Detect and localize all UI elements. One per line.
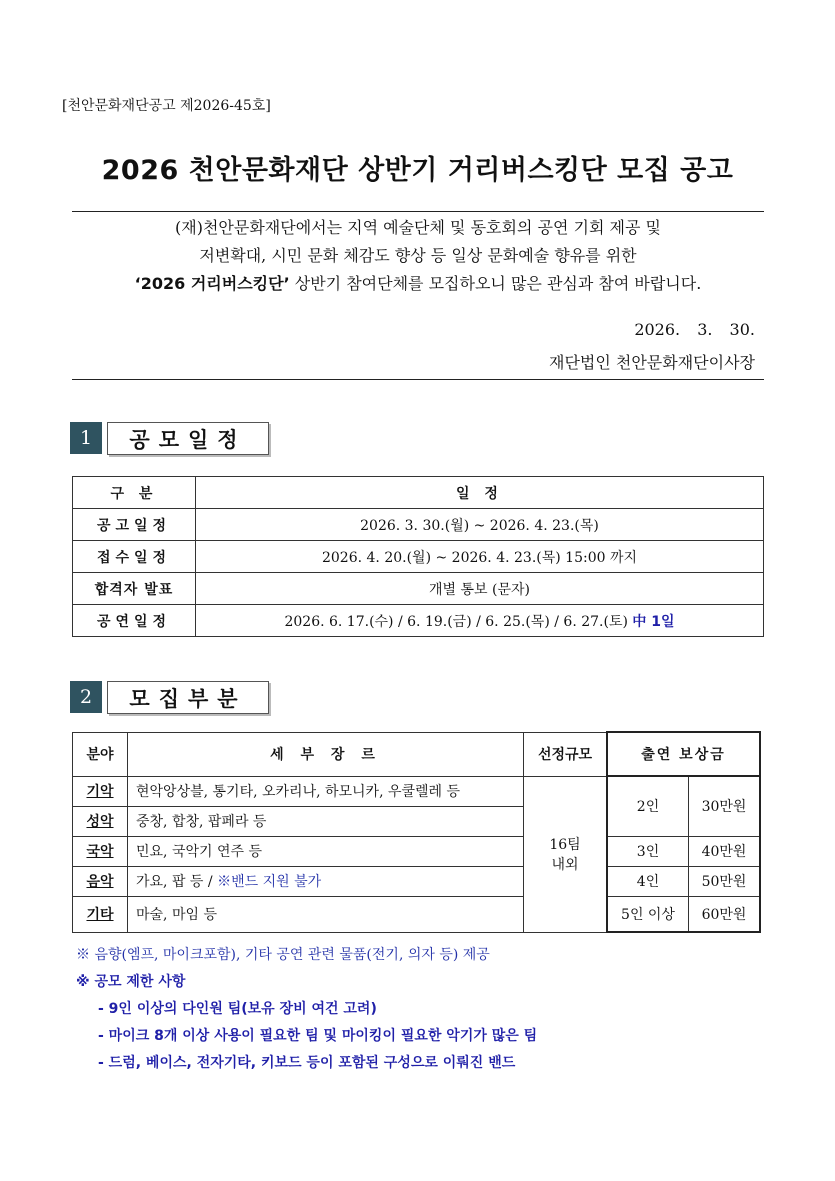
page-title: 2026 천안문화재단 상반기 거리버스킹단 모집 공고 [101, 155, 734, 186]
notice-number: [천안문화재단공고 제2026-45호] [62, 98, 271, 114]
recruitment-header-row [73, 732, 761, 776]
reward-people: 3인 [607, 836, 689, 866]
table-row [73, 509, 764, 541]
performance-dates: 2026. 6. 17.(수) / 6. 19.(금) / 6. 25.(목) / 6. 27.(토) [284, 613, 633, 630]
schedule-header-row [73, 477, 764, 509]
restriction-item: - 마이크 8개 이상 사용이 필요한 팀 및 마이킹이 필요한 악기가 많은 팀 [98, 1028, 538, 1044]
detail-cell: 현악앙상블, 통기타, 오카리나, 하모니카, 우쿨렐레 등 [128, 776, 524, 806]
row-value: 2026. 3. 30.(월) ~ 2026. 4. 23.(목) [196, 509, 764, 541]
reward-people: 5인 이상 [607, 896, 689, 932]
section-1-title: 공모일정 [107, 422, 269, 455]
intro-line-2: 저변확대, 시민 문화 체감도 향상 등 일상 문화예술 향유를 위한 [199, 246, 637, 265]
header-detail: 세 부 장 르 [128, 732, 524, 776]
section-1-number: 1 [70, 422, 102, 454]
program-name: ‘2026 거리버스킹단’ [134, 274, 290, 293]
restrictions-title: ※ 공모 제한 사항 [76, 974, 186, 990]
notice-date: 2026. 3. 30. [634, 320, 755, 339]
intro-line-3 [72, 270, 764, 298]
reward-people: 4인 [607, 866, 689, 896]
detail-cell: 마술, 마임 등 [128, 896, 524, 932]
scale-count: 16팀 [549, 837, 581, 853]
intro-line-3-rest: 상반기 참여단체를 모집하오니 많은 관심과 참여 바랍니다. [289, 274, 702, 293]
row-value [196, 605, 764, 637]
row-label: 공고일정 [73, 509, 196, 541]
restriction-item: - 드럼, 베이스, 전자기타, 키보드 등이 포함된 구성으로 이뤄진 밴드 [98, 1055, 516, 1071]
table-row [73, 866, 761, 896]
row-label: 합격자 발표 [73, 573, 196, 605]
detail-text: 가요, 팝 등 / [136, 874, 218, 890]
top-divider [72, 211, 764, 212]
row-value: 2026. 4. 20.(월) ~ 2026. 4. 23.(목) 15:00 까지 [196, 541, 764, 573]
intro-paragraph [72, 214, 764, 298]
row-value: 개별 통보 (문자) [196, 573, 764, 605]
reward-amount: 50만원 [689, 866, 761, 896]
recruitment-table [72, 731, 761, 933]
intro-line-1: (재)천안문화재단에서는 지역 예술단체 및 동호회의 공연 기회 제공 및 [175, 218, 661, 237]
table-row [73, 541, 764, 573]
detail-cell [128, 866, 524, 896]
equipment-note: ※ 음향(엠프, 마이크포함), 기타 공연 관련 물품(전기, 의자 등) 제공 [76, 947, 490, 963]
field-cell: 국악 [73, 836, 128, 866]
field-cell: 음악 [73, 866, 128, 896]
scale-cell [524, 776, 608, 932]
section-2-title: 모집부분 [107, 681, 269, 714]
field-cell: 기악 [73, 776, 128, 806]
section-2-number: 2 [70, 681, 102, 713]
restriction-item: - 9인 이상의 다인원 팀(보유 장비 여건 고려) [98, 1001, 377, 1017]
header-scale: 선정규모 [524, 732, 608, 776]
band-note: ※밴드 지원 불가 [217, 874, 322, 890]
table-row [73, 836, 761, 866]
table-row [73, 896, 761, 932]
scale-note: 내외 [551, 857, 579, 873]
schedule-header-schedule: 일 정 [196, 477, 764, 509]
row-label: 접수일정 [73, 541, 196, 573]
row-label: 공연일정 [73, 605, 196, 637]
reward-people: 2인 [607, 776, 689, 836]
detail-cell: 중창, 합창, 팝페라 등 [128, 806, 524, 836]
reward-amount: 40만원 [689, 836, 761, 866]
schedule-header-category: 구 분 [73, 477, 196, 509]
field-cell: 기타 [73, 896, 128, 932]
schedule-table [72, 476, 764, 637]
header-reward: 출연 보상금 [607, 732, 760, 776]
detail-cell: 민요, 국악기 연주 등 [128, 836, 524, 866]
performance-choice: 中 1일 [632, 613, 675, 630]
header-field: 분야 [73, 732, 128, 776]
table-row [73, 573, 764, 605]
reward-amount: 30만원 [689, 776, 761, 836]
issuer-name: 재단법인 천안문화재단이사장 [548, 353, 755, 372]
table-row [73, 605, 764, 637]
table-row [73, 776, 761, 806]
field-cell: 성악 [73, 806, 128, 836]
bottom-divider [72, 379, 764, 380]
reward-amount: 60만원 [689, 896, 761, 932]
